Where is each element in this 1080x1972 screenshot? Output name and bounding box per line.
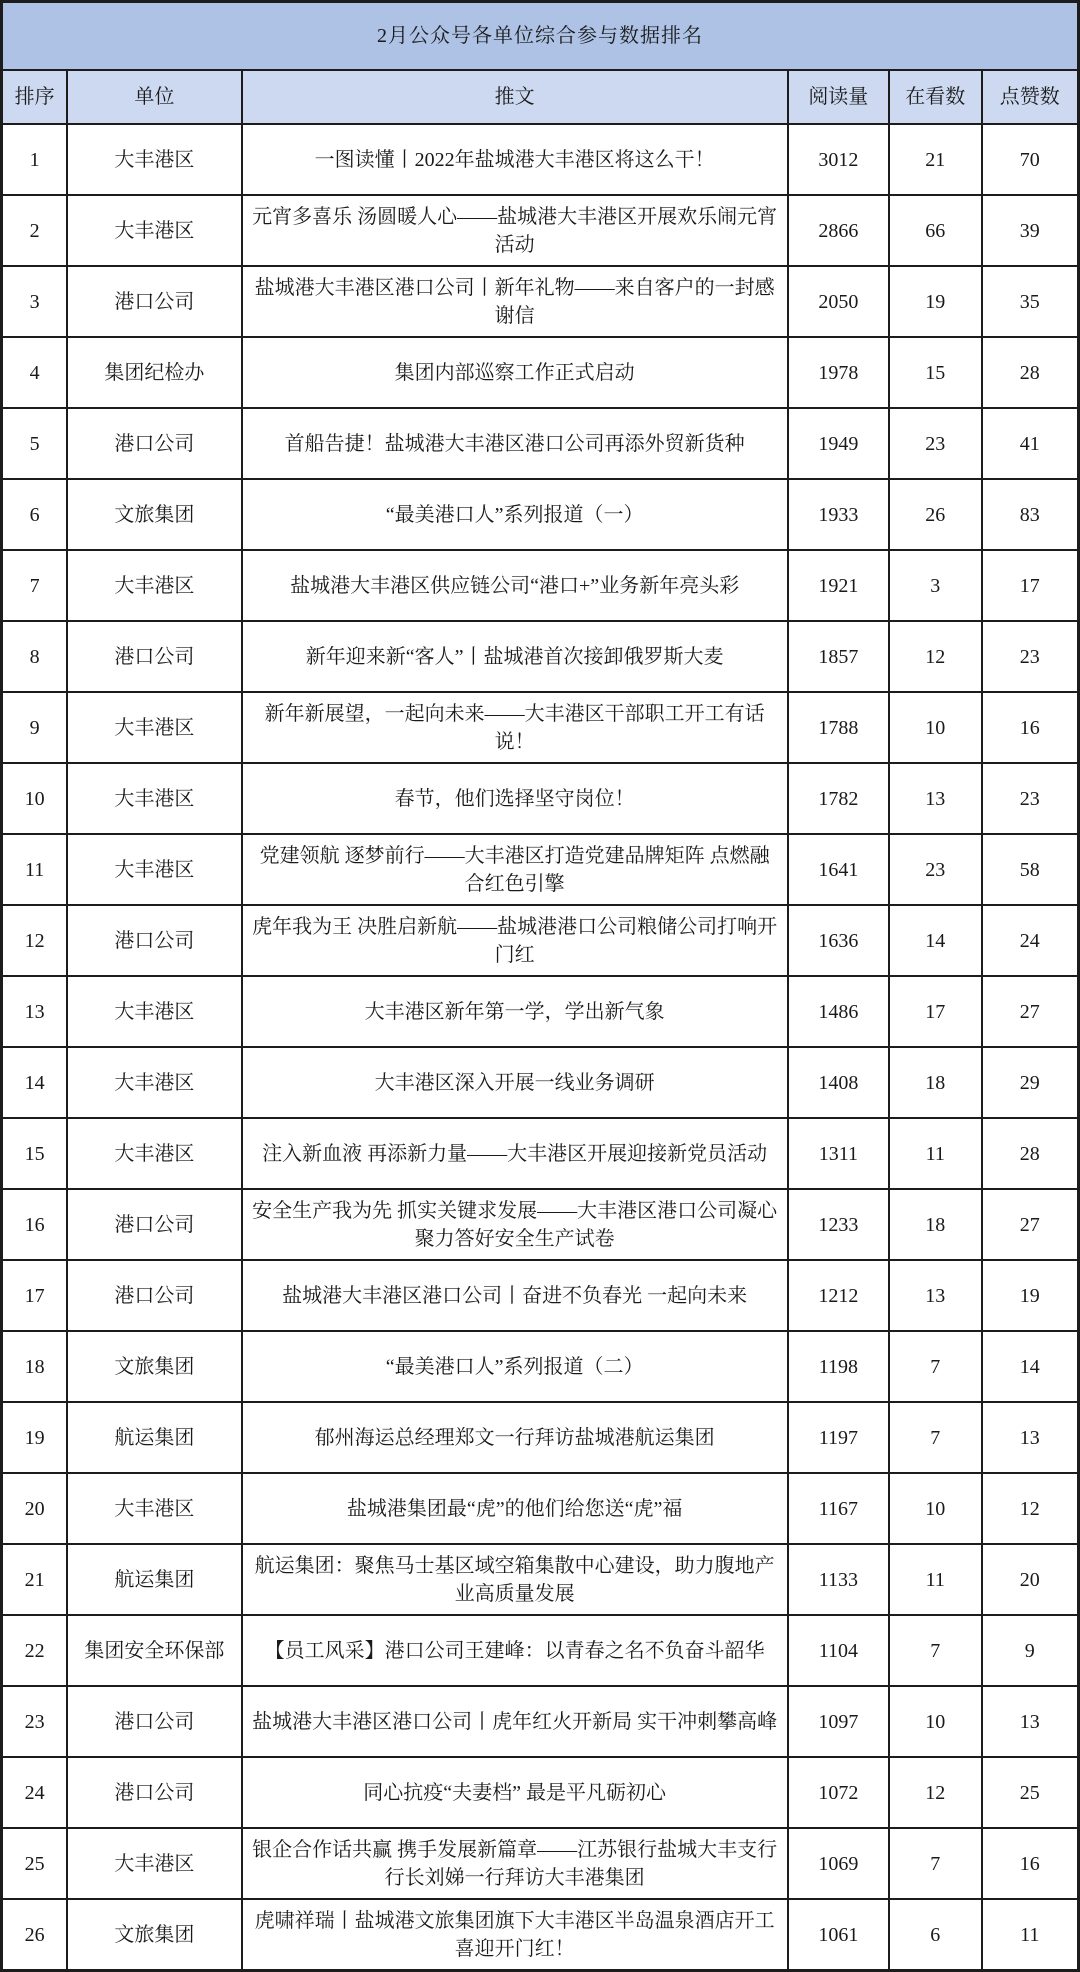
table-row	[2, 976, 1079, 1047]
cell-unit: 大丰港区	[67, 550, 241, 621]
cell-watching: 23	[889, 408, 982, 479]
cell-watching: 7	[889, 1331, 982, 1402]
cell-reads: 1933	[788, 479, 889, 550]
cell-rank: 22	[2, 1615, 68, 1686]
table-row	[2, 266, 1079, 337]
cell-rank: 9	[2, 692, 68, 763]
cell-article: 党建领航 逐梦前行——大丰港区打造党建品牌矩阵 点燃融合红色引擎	[242, 834, 788, 905]
cell-unit: 港口公司	[67, 905, 241, 976]
cell-likes: 20	[982, 1544, 1079, 1615]
cell-article: 首船告捷！盐城港大丰港区港口公司再添外贸新货种	[242, 408, 788, 479]
header-article: 推文	[242, 70, 788, 124]
cell-unit: 港口公司	[67, 1757, 241, 1828]
cell-watching: 3	[889, 550, 982, 621]
cell-unit: 航运集团	[67, 1544, 241, 1615]
cell-watching: 17	[889, 976, 982, 1047]
cell-reads: 1197	[788, 1402, 889, 1473]
cell-article: 盐城港大丰港区港口公司丨虎年红火开新局 实干冲刺攀高峰	[242, 1686, 788, 1757]
cell-watching: 21	[889, 124, 982, 195]
cell-article: 盐城港集团最“虎”的他们给您送“虎”福	[242, 1473, 788, 1544]
cell-article: 盐城港大丰港区港口公司丨新年礼物——来自客户的一封感谢信	[242, 266, 788, 337]
table-row	[2, 1118, 1079, 1189]
cell-likes: 11	[982, 1899, 1079, 1971]
cell-reads: 1069	[788, 1828, 889, 1899]
cell-rank: 11	[2, 834, 68, 905]
cell-rank: 17	[2, 1260, 68, 1331]
cell-likes: 29	[982, 1047, 1079, 1118]
cell-rank: 3	[2, 266, 68, 337]
cell-watching: 10	[889, 1686, 982, 1757]
cell-reads: 3012	[788, 124, 889, 195]
header-row	[2, 70, 1079, 124]
table-row	[2, 337, 1079, 408]
cell-reads: 1133	[788, 1544, 889, 1615]
cell-article: 元宵多喜乐 汤圆暖人心——盐城港大丰港区开展欢乐闹元宵活动	[242, 195, 788, 266]
cell-article: “最美港口人”系列报道（二）	[242, 1331, 788, 1402]
table-row	[2, 1189, 1079, 1260]
cell-watching: 13	[889, 1260, 982, 1331]
cell-rank: 12	[2, 905, 68, 976]
cell-article: 新年新展望，一起向未来——大丰港区干部职工开工有话说！	[242, 692, 788, 763]
cell-likes: 16	[982, 692, 1079, 763]
table-row	[2, 1615, 1079, 1686]
table-row	[2, 1757, 1079, 1828]
cell-rank: 13	[2, 976, 68, 1047]
cell-unit: 航运集团	[67, 1402, 241, 1473]
cell-rank: 26	[2, 1899, 68, 1971]
cell-likes: 41	[982, 408, 1079, 479]
cell-reads: 1782	[788, 763, 889, 834]
header-rank: 排序	[2, 70, 68, 124]
cell-rank: 18	[2, 1331, 68, 1402]
cell-reads: 1486	[788, 976, 889, 1047]
cell-likes: 58	[982, 834, 1079, 905]
cell-reads: 1198	[788, 1331, 889, 1402]
cell-watching: 26	[889, 479, 982, 550]
cell-reads: 1167	[788, 1473, 889, 1544]
title-row	[2, 2, 1079, 71]
cell-watching: 7	[889, 1402, 982, 1473]
cell-likes: 39	[982, 195, 1079, 266]
cell-article: 盐城港大丰港区供应链公司“港口+”业务新年亮头彩	[242, 550, 788, 621]
cell-article: 银企合作话共赢 携手发展新篇章——江苏银行盐城大丰支行行长刘娣一行拜访大丰港集团	[242, 1828, 788, 1899]
cell-unit: 文旅集团	[67, 1899, 241, 1971]
cell-watching: 66	[889, 195, 982, 266]
cell-watching: 18	[889, 1189, 982, 1260]
cell-reads: 1212	[788, 1260, 889, 1331]
cell-watching: 6	[889, 1899, 982, 1971]
cell-reads: 2866	[788, 195, 889, 266]
cell-article: 春节，他们选择坚守岗位！	[242, 763, 788, 834]
cell-rank: 14	[2, 1047, 68, 1118]
cell-reads: 1072	[788, 1757, 889, 1828]
table-title: 2月公众号各单位综合参与数据排名	[2, 2, 1079, 71]
table-row	[2, 1828, 1079, 1899]
cell-unit: 大丰港区	[67, 692, 241, 763]
cell-rank: 23	[2, 1686, 68, 1757]
cell-article: 大丰港区深入开展一线业务调研	[242, 1047, 788, 1118]
cell-watching: 7	[889, 1615, 982, 1686]
cell-watching: 18	[889, 1047, 982, 1118]
cell-rank: 8	[2, 621, 68, 692]
cell-article: 安全生产我为先 抓实关键求发展——大丰港区港口公司凝心聚力答好安全生产试卷	[242, 1189, 788, 1260]
cell-watching: 23	[889, 834, 982, 905]
cell-watching: 11	[889, 1118, 982, 1189]
cell-article: 【员工风采】港口公司王建峰：以青春之名不负奋斗韶华	[242, 1615, 788, 1686]
cell-rank: 24	[2, 1757, 68, 1828]
cell-rank: 7	[2, 550, 68, 621]
cell-reads: 1104	[788, 1615, 889, 1686]
header-unit: 单位	[67, 70, 241, 124]
cell-likes: 23	[982, 621, 1079, 692]
cell-article: 大丰港区新年第一学，学出新气象	[242, 976, 788, 1047]
table-row	[2, 1402, 1079, 1473]
cell-likes: 28	[982, 337, 1079, 408]
table-row	[2, 1899, 1079, 1971]
cell-unit: 文旅集团	[67, 479, 241, 550]
table-row	[2, 479, 1079, 550]
cell-unit: 集团纪检办	[67, 337, 241, 408]
cell-unit: 大丰港区	[67, 124, 241, 195]
table-row	[2, 124, 1079, 195]
table-row	[2, 834, 1079, 905]
cell-rank: 15	[2, 1118, 68, 1189]
cell-rank: 5	[2, 408, 68, 479]
cell-likes: 83	[982, 479, 1079, 550]
cell-watching: 14	[889, 905, 982, 976]
table-row	[2, 1331, 1079, 1402]
cell-rank: 21	[2, 1544, 68, 1615]
cell-rank: 19	[2, 1402, 68, 1473]
cell-unit: 集团安全环保部	[67, 1615, 241, 1686]
cell-likes: 35	[982, 266, 1079, 337]
cell-reads: 1408	[788, 1047, 889, 1118]
table-row	[2, 1544, 1079, 1615]
cell-watching: 7	[889, 1828, 982, 1899]
cell-likes: 16	[982, 1828, 1079, 1899]
table-row	[2, 195, 1079, 266]
cell-likes: 28	[982, 1118, 1079, 1189]
cell-reads: 1788	[788, 692, 889, 763]
cell-reads: 1061	[788, 1899, 889, 1971]
cell-rank: 16	[2, 1189, 68, 1260]
cell-unit: 港口公司	[67, 1189, 241, 1260]
table-body	[2, 124, 1079, 1971]
cell-likes: 27	[982, 1189, 1079, 1260]
table-row	[2, 408, 1079, 479]
cell-rank: 1	[2, 124, 68, 195]
cell-unit: 大丰港区	[67, 763, 241, 834]
cell-likes: 19	[982, 1260, 1079, 1331]
cell-likes: 27	[982, 976, 1079, 1047]
cell-unit: 大丰港区	[67, 1473, 241, 1544]
cell-rank: 4	[2, 337, 68, 408]
cell-article: 注入新血液 再添新力量——大丰港区开展迎接新党员活动	[242, 1118, 788, 1189]
cell-article: 新年迎来新“客人”丨盐城港首次接卸俄罗斯大麦	[242, 621, 788, 692]
cell-reads: 1949	[788, 408, 889, 479]
cell-likes: 14	[982, 1331, 1079, 1402]
cell-likes: 12	[982, 1473, 1079, 1544]
cell-watching: 11	[889, 1544, 982, 1615]
cell-reads: 1097	[788, 1686, 889, 1757]
cell-rank: 10	[2, 763, 68, 834]
cell-reads: 1641	[788, 834, 889, 905]
cell-unit: 大丰港区	[67, 1118, 241, 1189]
table-row	[2, 1047, 1079, 1118]
cell-rank: 20	[2, 1473, 68, 1544]
header-watching: 在看数	[889, 70, 982, 124]
cell-rank: 2	[2, 195, 68, 266]
table-row	[2, 1260, 1079, 1331]
header-likes: 点赞数	[982, 70, 1079, 124]
cell-likes: 70	[982, 124, 1079, 195]
cell-watching: 10	[889, 692, 982, 763]
cell-article: 航运集团：聚焦马士基区域空箱集散中心建设，助力腹地产业高质量发展	[242, 1544, 788, 1615]
cell-reads: 2050	[788, 266, 889, 337]
cell-likes: 17	[982, 550, 1079, 621]
cell-reads: 1921	[788, 550, 889, 621]
cell-watching: 10	[889, 1473, 982, 1544]
cell-article: “最美港口人”系列报道（一）	[242, 479, 788, 550]
cell-watching: 12	[889, 621, 982, 692]
table-row	[2, 1473, 1079, 1544]
cell-unit: 港口公司	[67, 621, 241, 692]
cell-unit: 大丰港区	[67, 1828, 241, 1899]
cell-rank: 25	[2, 1828, 68, 1899]
cell-unit: 大丰港区	[67, 834, 241, 905]
cell-reads: 1233	[788, 1189, 889, 1260]
cell-article: 一图读懂丨2022年盐城港大丰港区将这么干！	[242, 124, 788, 195]
table-row	[2, 550, 1079, 621]
cell-reads: 1857	[788, 621, 889, 692]
cell-likes: 24	[982, 905, 1079, 976]
cell-likes: 9	[982, 1615, 1079, 1686]
table-row	[2, 763, 1079, 834]
cell-watching: 12	[889, 1757, 982, 1828]
cell-unit: 文旅集团	[67, 1331, 241, 1402]
cell-likes: 13	[982, 1686, 1079, 1757]
cell-rank: 6	[2, 479, 68, 550]
cell-likes: 23	[982, 763, 1079, 834]
cell-article: 郁州海运总经理郑文一行拜访盐城港航运集团	[242, 1402, 788, 1473]
cell-article: 同心抗疫“夫妻档” 最是平凡砺初心	[242, 1757, 788, 1828]
cell-article: 盐城港大丰港区港口公司丨奋进不负春光 一起向未来	[242, 1260, 788, 1331]
cell-unit: 大丰港区	[67, 1047, 241, 1118]
cell-unit: 大丰港区	[67, 976, 241, 1047]
table-row	[2, 905, 1079, 976]
cell-unit: 港口公司	[67, 408, 241, 479]
cell-unit: 港口公司	[67, 1260, 241, 1331]
cell-reads: 1978	[788, 337, 889, 408]
cell-article: 虎年我为王 决胜启新航——盐城港港口公司粮储公司打响开门红	[242, 905, 788, 976]
cell-article: 集团内部巡察工作正式启动	[242, 337, 788, 408]
table-row	[2, 692, 1079, 763]
cell-watching: 15	[889, 337, 982, 408]
cell-reads: 1636	[788, 905, 889, 976]
cell-article: 虎啸祥瑞丨盐城港文旅集团旗下大丰港区半岛温泉酒店开工喜迎开门红！	[242, 1899, 788, 1971]
header-reads: 阅读量	[788, 70, 889, 124]
cell-reads: 1311	[788, 1118, 889, 1189]
table-row	[2, 621, 1079, 692]
cell-likes: 13	[982, 1402, 1079, 1473]
cell-watching: 13	[889, 763, 982, 834]
cell-unit: 港口公司	[67, 266, 241, 337]
table-row	[2, 1686, 1079, 1757]
cell-unit: 大丰港区	[67, 195, 241, 266]
cell-likes: 25	[982, 1757, 1079, 1828]
cell-unit: 港口公司	[67, 1686, 241, 1757]
cell-watching: 19	[889, 266, 982, 337]
